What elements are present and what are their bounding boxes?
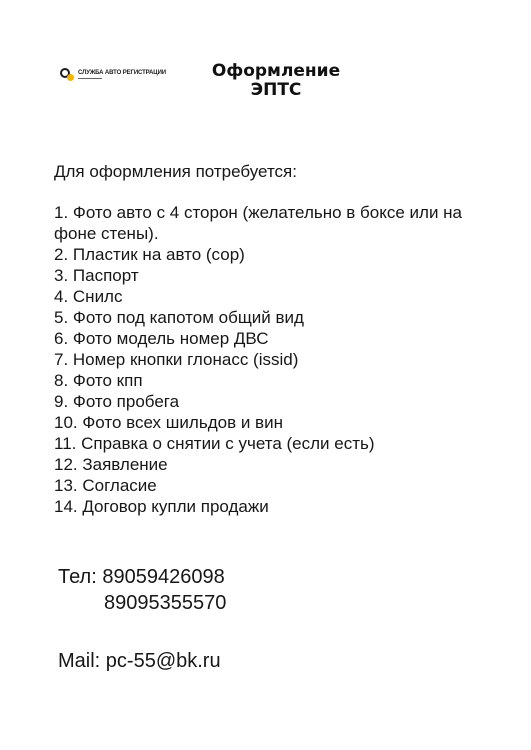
list-item: 12. Заявление	[54, 455, 168, 474]
list-item: 11. Справка о снятии с учета (если есть)	[54, 434, 375, 453]
list-item: 5. Фото под капотом общий вид	[54, 308, 304, 327]
logo-text-block	[78, 70, 166, 80]
list-item: 2. Пластик на авто (сор)	[54, 245, 245, 264]
phone-row	[58, 564, 226, 590]
phone-number-2: 89095355570	[104, 592, 227, 614]
mail-row	[58, 648, 226, 674]
requirements-list	[54, 202, 484, 517]
logo-mark-icon	[60, 68, 74, 82]
contacts-block	[58, 564, 226, 674]
list-item: 6. Фото модель номер ДВС	[54, 329, 269, 348]
mail-label: Mail:	[58, 650, 101, 672]
logo-text: СЛУЖБА АВТО РЕГИСТРАЦИИ	[78, 70, 167, 76]
list-item: 14. Договор купли продажи	[54, 497, 269, 516]
list-item: 4. Снилс	[54, 287, 123, 306]
phone-number-1: 89059426098	[102, 566, 225, 588]
logo-subtext-decoration: ▬▬▬▬▬▬▬▬	[78, 76, 102, 80]
list-item: 3. Паспорт	[54, 266, 139, 285]
list-item: 1. Фото авто с 4 сторон (желательно в боксе или на фоне стены).	[54, 203, 463, 243]
list-item: 7. Номер кнопки глонасс (issid)	[54, 350, 299, 369]
list-item: 10. Фото всех шильдов и вин	[54, 413, 283, 432]
list-item: 9. Фото пробега	[54, 392, 180, 411]
list-item: 13. Согласие	[54, 476, 157, 495]
logo	[60, 68, 166, 82]
list-item: 8. Фото кпп	[54, 371, 143, 390]
intro-text: Для оформления потребуется:	[54, 162, 297, 181]
title-line-1: Оформление	[211, 61, 341, 81]
title-line-2: ЭПТС	[250, 80, 302, 100]
page-title	[196, 62, 356, 100]
email-address: pc-55@bk.ru	[105, 650, 221, 672]
phone-label: Тел:	[58, 566, 97, 588]
